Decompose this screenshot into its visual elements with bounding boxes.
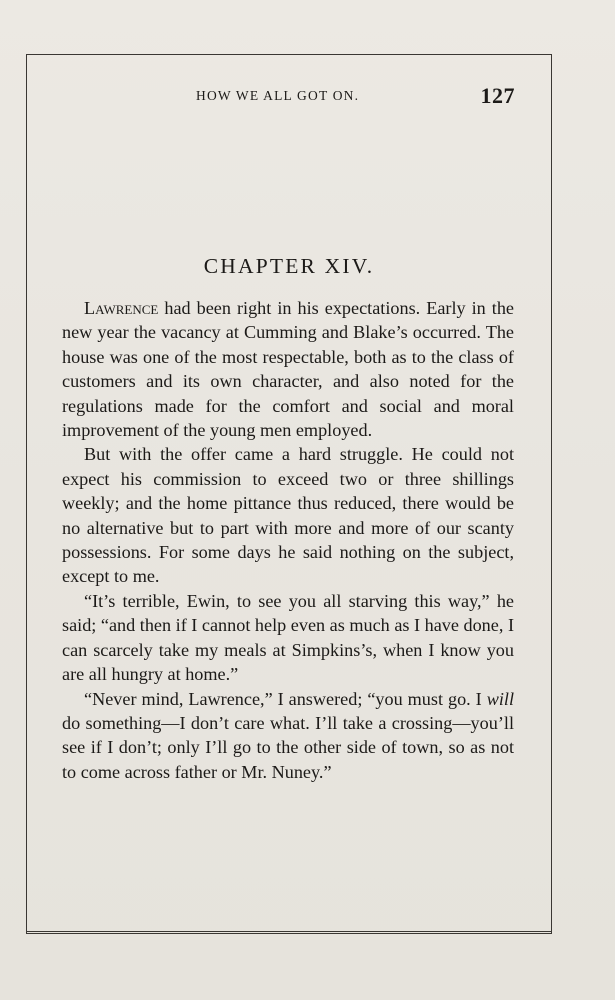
paragraph-text: do something—I don’t care what. I’ll take a crossing—you’ll see if I don’t; only I’ll go to the other side of town, so as not to come across father or Mr. Nuney.” xyxy=(62,712,514,782)
paragraph xyxy=(62,296,514,442)
page-border-bottom-rule xyxy=(26,931,552,934)
paragraph-text: had been right in his expectations. Early in the new year the vacancy at Cumming and Blake’s occurred. The house was one of the most respectable, both as to the class of customers and its own character, and also noted for the regulations made for the comfort and social and moral improvement of the young men employed. xyxy=(62,298,514,441)
emphasized-word: will xyxy=(486,688,514,709)
paragraph-text: But with the offer came a hard struggle. He could not expect his commission to exceed two or three shillings weekly; and the home pittance thus reduced, there would be no alternative but to part with more and more of our scanty possessions. For some days he said nothing on the subject, except to me. xyxy=(62,444,514,587)
paragraph-text: “Never mind, Lawrence,” I answered; “you must go. I xyxy=(84,688,487,709)
chapter-title: CHAPTER XIV. xyxy=(203,254,375,278)
paragraph xyxy=(62,442,514,588)
body-text xyxy=(62,296,514,784)
page-number: 127 xyxy=(480,83,515,108)
paragraph xyxy=(62,687,514,785)
running-head: HOW WE ALL GOT ON. xyxy=(196,88,360,103)
paragraph-text: “It’s terrible, Ewin, to see you all starving this way,” he said; “and then if I cannot help even as much as I have done, I can scarcely take my meals at Simpkins’s, when I know you are all hungry at home.” xyxy=(62,590,514,685)
paragraph xyxy=(62,589,514,687)
paragraph-lead-word: Lawrence xyxy=(84,298,159,318)
